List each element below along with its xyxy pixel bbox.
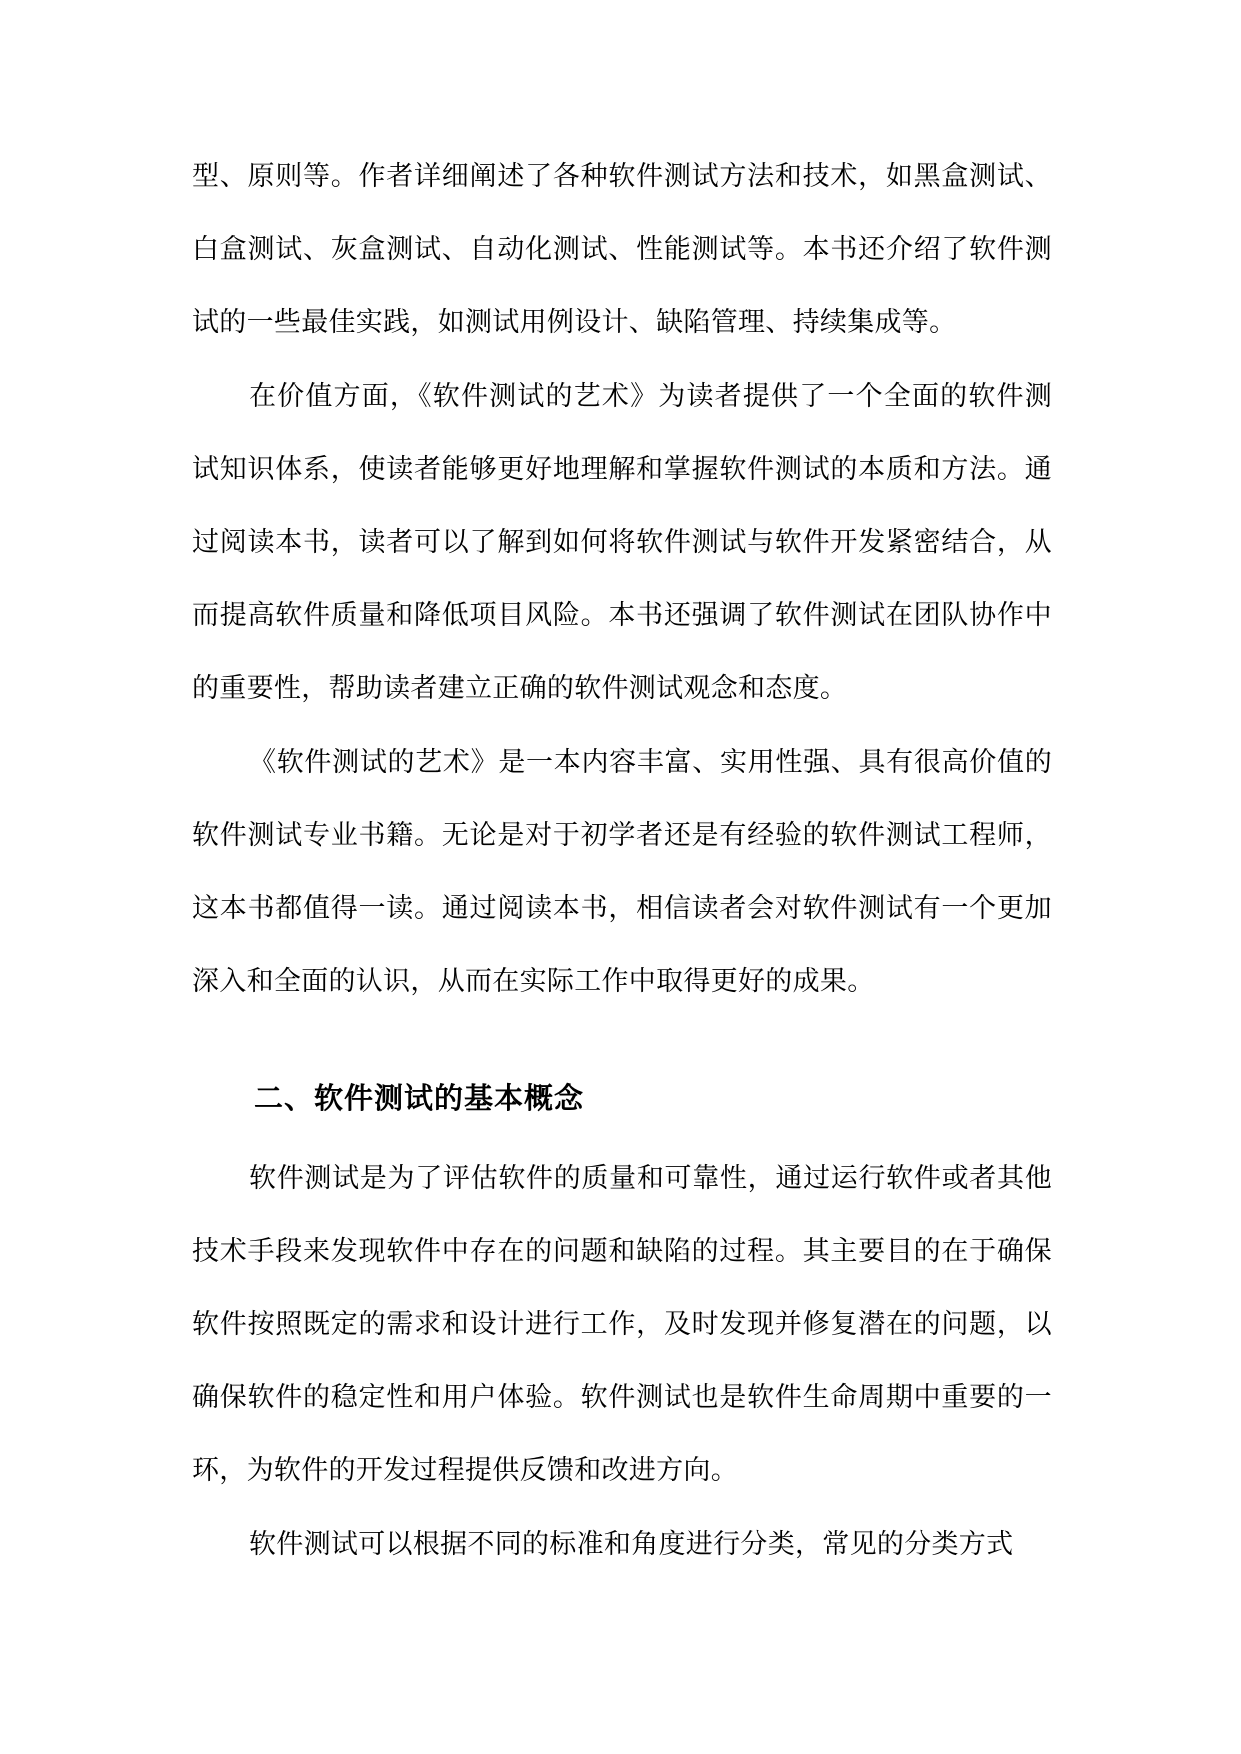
paragraph-continuation: 型、原则等。作者详细阐述了各种软件测试方法和技术，如黑盒测试、白盒测试、灰盒测试、自动化测试、性能测试等。本书还介绍了软件测试的一些最佳实践，如测试用例设计、缺陷管理、持续集成等。: [192, 161, 1052, 339]
document-body: [192, 140, 1052, 1581]
paragraph-definition: 软件测试是为了评估软件的质量和可靠性，通过运行软件或者其他技术手段来发现软件中存在的问题和缺陷的过程。其主要目的在于确保软件按照既定的需求和设计进行工作，及时发现并修复潜在的问题，以确保软件的稳定性和用户体验。软件测试也是软件生命周期中重要的一环，为软件的开发过程提供反馈和改进方向。: [192, 1162, 1052, 1487]
paragraph-classification: 软件测试可以根据不同的标准和角度进行分类，常见的分类方式: [249, 1528, 1014, 1560]
spacer: [192, 1018, 1052, 1062]
section-heading: 二、软件测试的基本概念: [254, 1081, 585, 1116]
paragraph-summary: 《软件测试的艺术》是一本内容丰富、实用性强、具有很高价值的软件测试专业书籍。无论是对于初学者还是有经验的软件测试工程师，这本书都值得一读。通过阅读本书，相信读者会对软件测试有一个更加深入和全面的认识，从而在实际工作中取得更好的成果。: [192, 746, 1052, 998]
paragraph-value: 在价值方面，《软件测试的艺术》为读者提供了一个全面的软件测试知识体系，使读者能够更好地理解和掌握软件测试的本质和方法。通过阅读本书，读者可以了解到如何将软件测试与软件开发紧密结合，从而提高软件质量和降低项目风险。本书还强调了软件测试在团队协作中的重要性，帮助读者建立正确的软件测试观念和态度。: [192, 380, 1052, 705]
